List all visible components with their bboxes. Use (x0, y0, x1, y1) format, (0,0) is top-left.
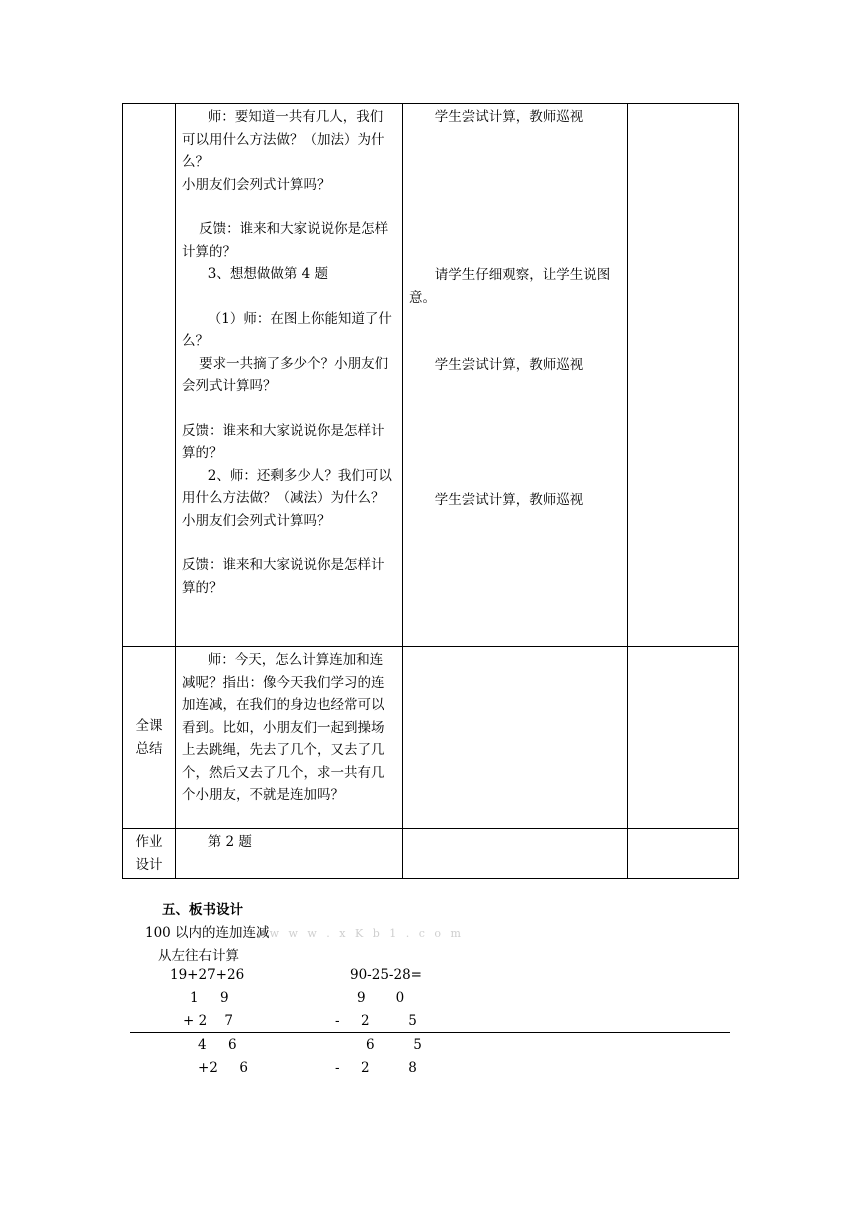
table-row (123, 829, 739, 879)
summary-cell (176, 647, 403, 829)
paragraph: 第 2 题 (182, 834, 252, 850)
teacher-activity-cell (176, 104, 403, 647)
row-label: 作业设计 (123, 829, 176, 879)
subtraction-step: - 2 8 (335, 1060, 417, 1076)
paragraph: 3、想想做做第 4 题 (182, 266, 329, 282)
paragraph: （1）师：在图上你能知道了什么？ (182, 310, 392, 349)
paragraph: 师：要知道一共有几人，我们可以用什么方法做？（加法）为什么？ (182, 109, 385, 170)
subtraction-step: 6 5 (366, 1037, 422, 1053)
addition-expression: 19+27+26 (170, 967, 245, 983)
table-row (123, 647, 739, 829)
row-label (123, 104, 176, 647)
subtraction-expression: 90-25-28= (350, 967, 422, 983)
lesson-plan-table (122, 103, 739, 879)
notes-cell (628, 829, 739, 879)
paragraph: 学生尝试计算，教师巡视 (409, 357, 584, 373)
section-heading: 五、板书设计 (162, 902, 243, 918)
subtraction-step: 9 0 (357, 990, 405, 1006)
paragraph: 反馈：谁来和大家说说你是怎样计算的？ (182, 557, 385, 596)
paragraph: 小朋友们会列式计算吗？ (182, 176, 331, 193)
paragraph: 要求一共摘了多少个？小朋友们会列式计算吗？ (182, 355, 389, 394)
row-label: 全课总结 (123, 647, 176, 829)
paragraph: 反馈：谁来和大家说说你是怎样计算的？ (182, 422, 385, 461)
student-activity-cell (403, 829, 628, 879)
homework-cell (176, 829, 403, 879)
notes-cell (628, 647, 739, 829)
spacer (182, 196, 396, 218)
addition-step: +2 6 (198, 1060, 248, 1076)
table-row (123, 104, 739, 647)
spacer (182, 398, 396, 420)
paragraph: 请学生仔细观察，让学生说图意。 (409, 267, 611, 306)
board-title-text: 100 以内的连加连减 (145, 925, 270, 941)
board-subtitle: 从左往右计算 (158, 948, 239, 964)
paragraph: 学生尝试计算，教师巡视 (409, 109, 584, 125)
paragraph: 学生尝试计算，教师巡视 (409, 492, 584, 508)
student-activity-cell (403, 647, 628, 829)
notes-cell (628, 104, 739, 647)
addition-step: + 2 7 (183, 1013, 233, 1029)
paragraph: 反馈：谁来和大家说说你是怎样计算的？ (182, 221, 389, 260)
student-activity-cell (403, 104, 628, 647)
spacer (182, 286, 396, 308)
board-title (145, 921, 464, 941)
paragraph: 2、师：还剩多少人？我们可以用什么方法做？（减法）为什么？ (182, 467, 392, 506)
paragraph: 师：今天，怎么计算连加和连减呢？指出：像今天我们学习的连加连减，在我们的身边也经常可以看到。比如，小朋友们一起到操场上去跳绳，先去了几个，又去了几个，然后又去了几个，求一共有几个小朋友，不就是连加吗？ (182, 652, 385, 803)
paragraph: 小朋友们会列式计算吗？ (182, 512, 331, 529)
spacer (182, 532, 396, 554)
watermark: w w w . x K b 1 . c o m (269, 927, 464, 940)
addition-step: 4 6 (198, 1037, 237, 1053)
addition-step: 1 9 (190, 990, 229, 1006)
divider-line (130, 1032, 730, 1033)
subtraction-step: - 2 5 (335, 1013, 417, 1029)
